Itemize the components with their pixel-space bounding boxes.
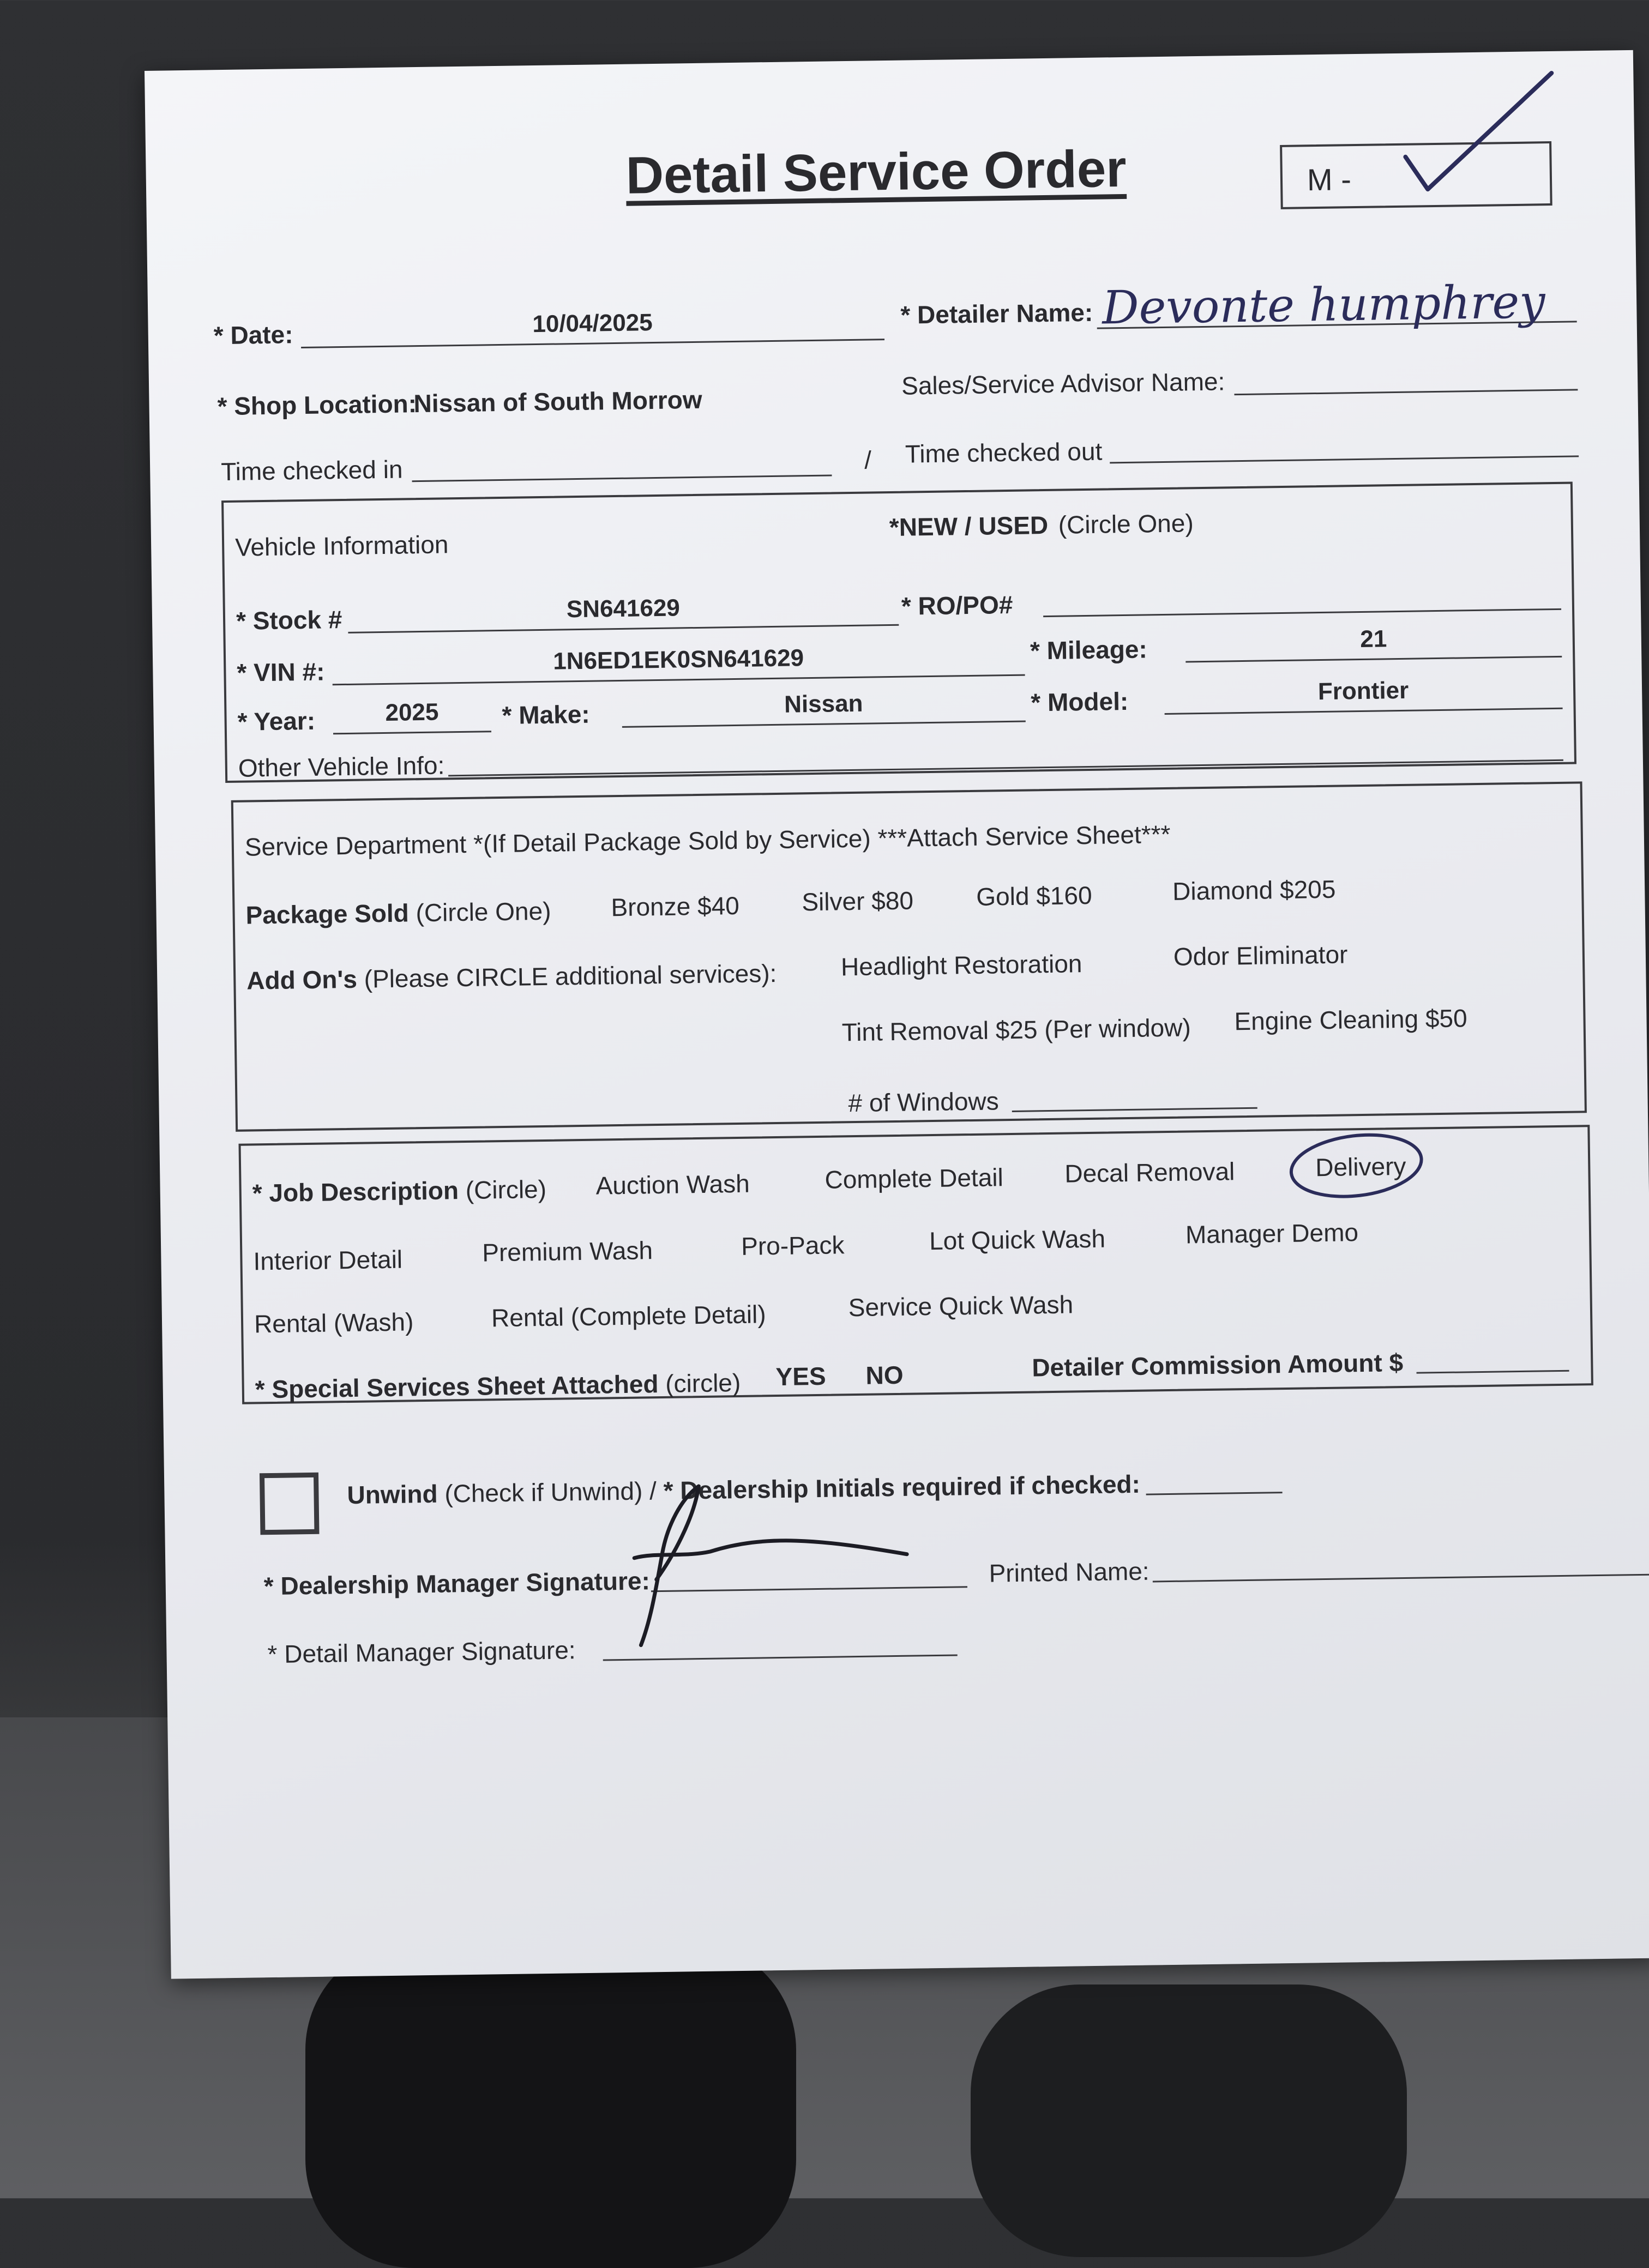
advisor-name-label: Sales/Service Advisor Name: — [901, 367, 1225, 400]
printed-name-line[interactable] — [1153, 1573, 1649, 1582]
unwind-checkbox[interactable] — [260, 1473, 320, 1535]
unwind-hint: (Check if Unwind) / — [444, 1476, 657, 1508]
mileage-label: * Mileage: — [1030, 635, 1148, 665]
package-sold-hint: (Circle One) — [416, 896, 551, 927]
package-sold-label-text: Package Sold — [245, 898, 410, 930]
time-checked-in-label: Time checked in — [220, 455, 403, 486]
special-services-label — [255, 1368, 741, 1404]
job-manager-demo[interactable]: Manager Demo — [1185, 1218, 1359, 1249]
detailer-commission-label: Detailer Commission Amount $ — [1032, 1348, 1404, 1382]
ro-po-line[interactable] — [1043, 608, 1561, 617]
job-pro-pack[interactable]: Pro-Pack — [741, 1230, 845, 1260]
service-department-heading: Service Department *(If Detail Package Sold by Service) ***Attach Service Sheet*** — [244, 819, 1171, 861]
date-label: * Date: — [213, 320, 293, 350]
job-premium-wash[interactable]: Premium Wash — [482, 1236, 653, 1267]
date-value[interactable]: 10/04/2025 — [532, 309, 653, 338]
time-checked-out-line[interactable] — [1110, 455, 1579, 463]
model-value[interactable]: Frontier — [1317, 677, 1409, 705]
circle-one-hint: (Circle One) — [1058, 509, 1194, 539]
vehicle-information-box — [221, 482, 1576, 783]
job-complete-detail[interactable]: Complete Detail — [824, 1163, 1004, 1194]
mileage-value[interactable]: 21 — [1359, 625, 1387, 653]
other-vehicle-info-label: Other Vehicle Info: — [238, 751, 445, 782]
service-department-box — [231, 781, 1587, 1132]
printed-name-label: Printed Name: — [989, 1557, 1150, 1588]
advisor-name-line[interactable] — [1234, 389, 1578, 395]
package-diamond[interactable]: Diamond $205 — [1172, 874, 1336, 906]
stock-line — [348, 624, 899, 634]
job-description-label — [252, 1174, 546, 1208]
stock-value[interactable]: SN641629 — [566, 594, 681, 623]
job-delivery[interactable]: Delivery — [1315, 1151, 1406, 1182]
special-services-hint: (circle) — [665, 1368, 741, 1398]
dealership-manager-signature-label: * Dealership Manager Signature: — [263, 1566, 651, 1601]
job-description-box — [238, 1125, 1593, 1404]
vehicle-info-heading: Vehicle Information — [234, 530, 449, 562]
add-ons-label-text: Add On's — [246, 964, 358, 995]
vin-value[interactable]: 1N6ED1EK0SN641629 — [552, 644, 804, 675]
form-title: Detail Service Order — [625, 139, 1127, 205]
job-service-quick-wash[interactable]: Service Quick Wash — [848, 1290, 1074, 1322]
make-value[interactable]: Nissan — [784, 690, 863, 718]
order-prefix: M - — [1307, 162, 1352, 197]
dealership-manager-signature-mark — [600, 1472, 941, 1657]
mileage-line — [1185, 656, 1562, 663]
make-line — [622, 721, 1026, 728]
new-used-option[interactable]: *NEW / USED — [889, 510, 1049, 542]
model-label: * Model: — [1030, 686, 1129, 717]
service-order-form — [145, 50, 1649, 1979]
model-line — [1165, 708, 1563, 715]
detailer-commission-line[interactable] — [1417, 1370, 1569, 1374]
detailer-name-value[interactable]: Devonte humphrey — [1102, 275, 1546, 335]
shop-location-label: * Shop Location: — [217, 389, 417, 421]
special-services-label-text: * Special Services Sheet Attached — [255, 1370, 659, 1404]
windows-count-label: # of Windows — [848, 1087, 1000, 1118]
special-services-yes[interactable]: YES — [775, 1361, 826, 1391]
job-decal-removal[interactable]: Decal Removal — [1064, 1157, 1235, 1188]
job-rental-complete-detail[interactable]: Rental (Complete Detail) — [491, 1300, 766, 1332]
package-sold-label — [245, 896, 551, 930]
windows-count-line[interactable] — [1012, 1107, 1257, 1112]
make-label: * Make: — [502, 699, 590, 729]
shoe-left — [305, 1941, 796, 2268]
job-interior-detail[interactable]: Interior Detail — [253, 1245, 403, 1276]
package-bronze[interactable]: Bronze $40 — [611, 891, 740, 922]
delivery-circle-mark — [1287, 1124, 1425, 1202]
vin-label: * VIN #: — [237, 657, 325, 687]
year-value[interactable]: 2025 — [385, 698, 439, 726]
year-label: * Year: — [237, 706, 316, 736]
detailer-name-label: * Detailer Name: — [900, 298, 1093, 329]
add-ons-label — [246, 958, 777, 996]
time-separator: / — [864, 445, 872, 474]
addon-headlight-restoration[interactable]: Headlight Restoration — [840, 949, 1082, 981]
job-description-hint: (Circle) — [465, 1174, 547, 1204]
year-line — [333, 731, 491, 734]
time-checked-out-label: Time checked out — [905, 437, 1103, 468]
shoe-right — [971, 1984, 1407, 2257]
job-description-label-text: * Job Description — [252, 1176, 459, 1208]
dealership-initials-label: * Dealership Initials required if checked: — [663, 1469, 1141, 1505]
addon-engine-cleaning[interactable]: Engine Cleaning $50 — [1234, 1004, 1467, 1036]
addon-tint-removal[interactable]: Tint Removal $25 (Per window) — [841, 1013, 1191, 1047]
ro-po-label: * RO/PO# — [901, 590, 1013, 620]
special-services-no[interactable]: NO — [865, 1360, 904, 1390]
package-gold[interactable]: Gold $160 — [976, 880, 1092, 911]
addon-odor-eliminator[interactable]: Odor Eliminator — [1173, 940, 1348, 971]
stock-label: * Stock # — [236, 605, 342, 635]
add-ons-hint: (Please CIRCLE additional services): — [364, 958, 777, 993]
detail-manager-signature-label: * Detail Manager Signature: — [267, 1636, 576, 1669]
check-mark-icon — [1393, 62, 1559, 206]
job-auction-wash[interactable]: Auction Wash — [595, 1169, 750, 1200]
unwind-label-text: Unwind — [347, 1479, 438, 1510]
package-silver[interactable]: Silver $80 — [802, 886, 914, 916]
dealership-initials-line[interactable] — [1146, 1492, 1283, 1495]
job-lot-quick-wash[interactable]: Lot Quick Wash — [929, 1224, 1106, 1256]
shop-location-value[interactable]: Nissan of South Morrow — [413, 385, 702, 418]
time-checked-in-line[interactable] — [412, 474, 832, 482]
other-vehicle-info-line[interactable] — [448, 759, 1563, 777]
job-rental-wash[interactable]: Rental (Wash) — [254, 1307, 414, 1338]
